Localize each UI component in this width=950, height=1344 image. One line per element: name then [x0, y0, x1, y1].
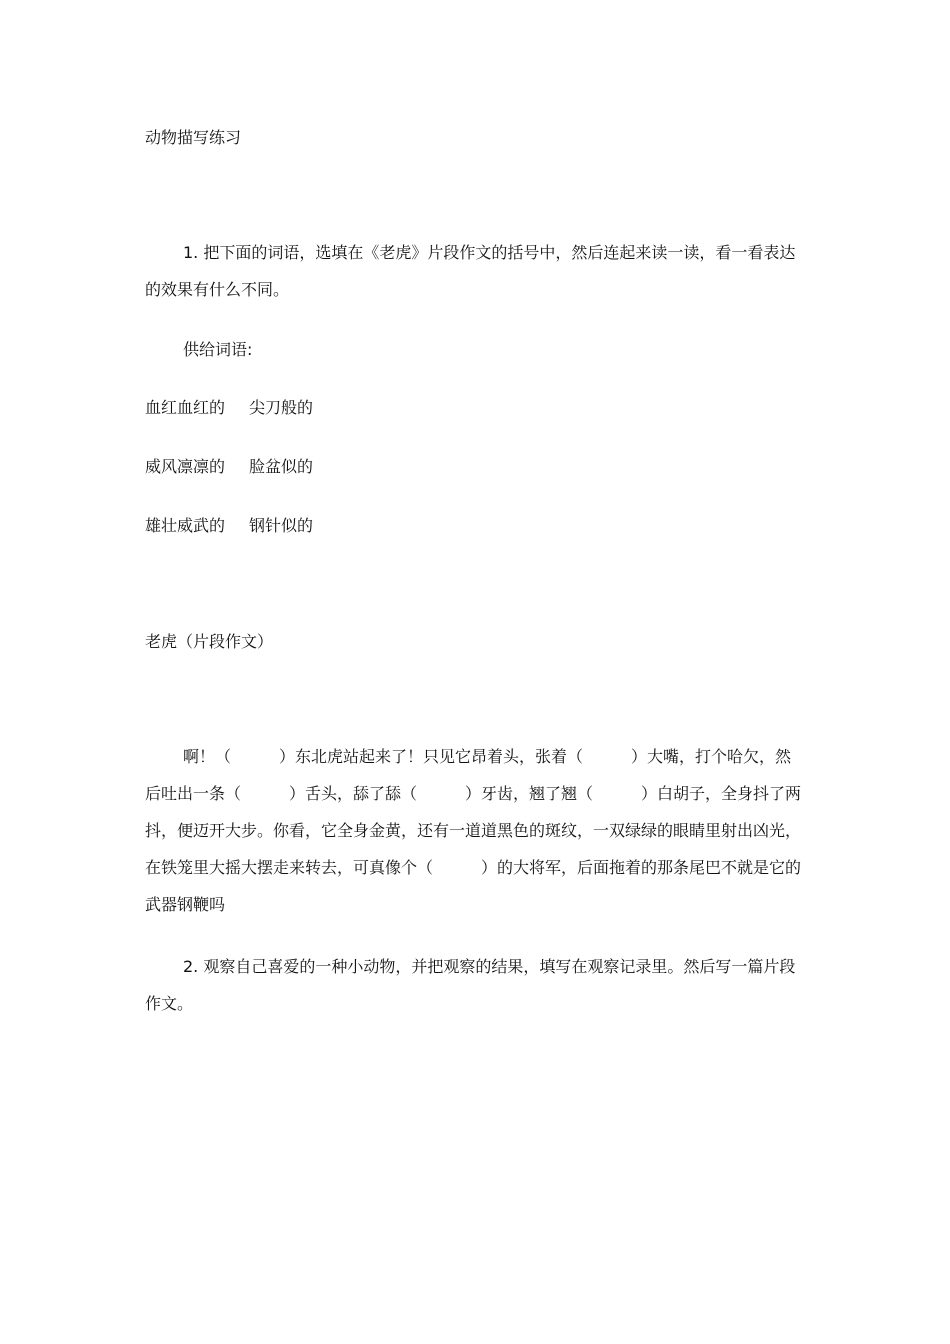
word-bank-item: 脸盆似的 [249, 457, 314, 476]
question-2: 2. 观察自己喜爱的一种小动物，并把观察的结果，填写在观察记录里。然后写一篇片段作文。 [145, 957, 796, 1013]
word-bank-row [145, 398, 314, 418]
word-bank-item: 威风凛凛的 [145, 457, 226, 476]
word-bank-row [145, 457, 314, 477]
word-bank-item: 雄壮威武的 [145, 516, 226, 535]
word-bank-label: 供给词语: [183, 340, 253, 359]
page-title: 动物描写练习 [145, 128, 242, 147]
word-bank-item: 血红血红的 [145, 398, 226, 417]
word-bank-item: 尖刀般的 [249, 398, 314, 417]
word-bank-item: 钢针似的 [249, 516, 314, 535]
word-bank-row [145, 516, 314, 536]
essay-title: 老虎（片段作文） [145, 632, 274, 651]
essay-paragraph: 啊！（ ）东北虎站起来了！只见它昂着头，张着（ ）大嘴，打个哈欠，然后吐出一条（ ）舌头，舔了舔（ ）牙齿，翘了翘（ ）白胡子，全身抖了两抖，便迈开大步。你看，它全身金黄，还有一道道黑色的斑纹，一双绿绿的眼睛里射出凶光，在铁笼里大摇大摆走来转去，可真像个（ ）的大将军，后面拖着的那条尾巴不就是它的武器钢鞭吗 [145, 747, 802, 914]
question-1: 1. 把下面的词语，选填在《老虎》片段作文的括号中，然后连起来读一读，看一看表达的效果有什么不同。 [145, 243, 796, 299]
